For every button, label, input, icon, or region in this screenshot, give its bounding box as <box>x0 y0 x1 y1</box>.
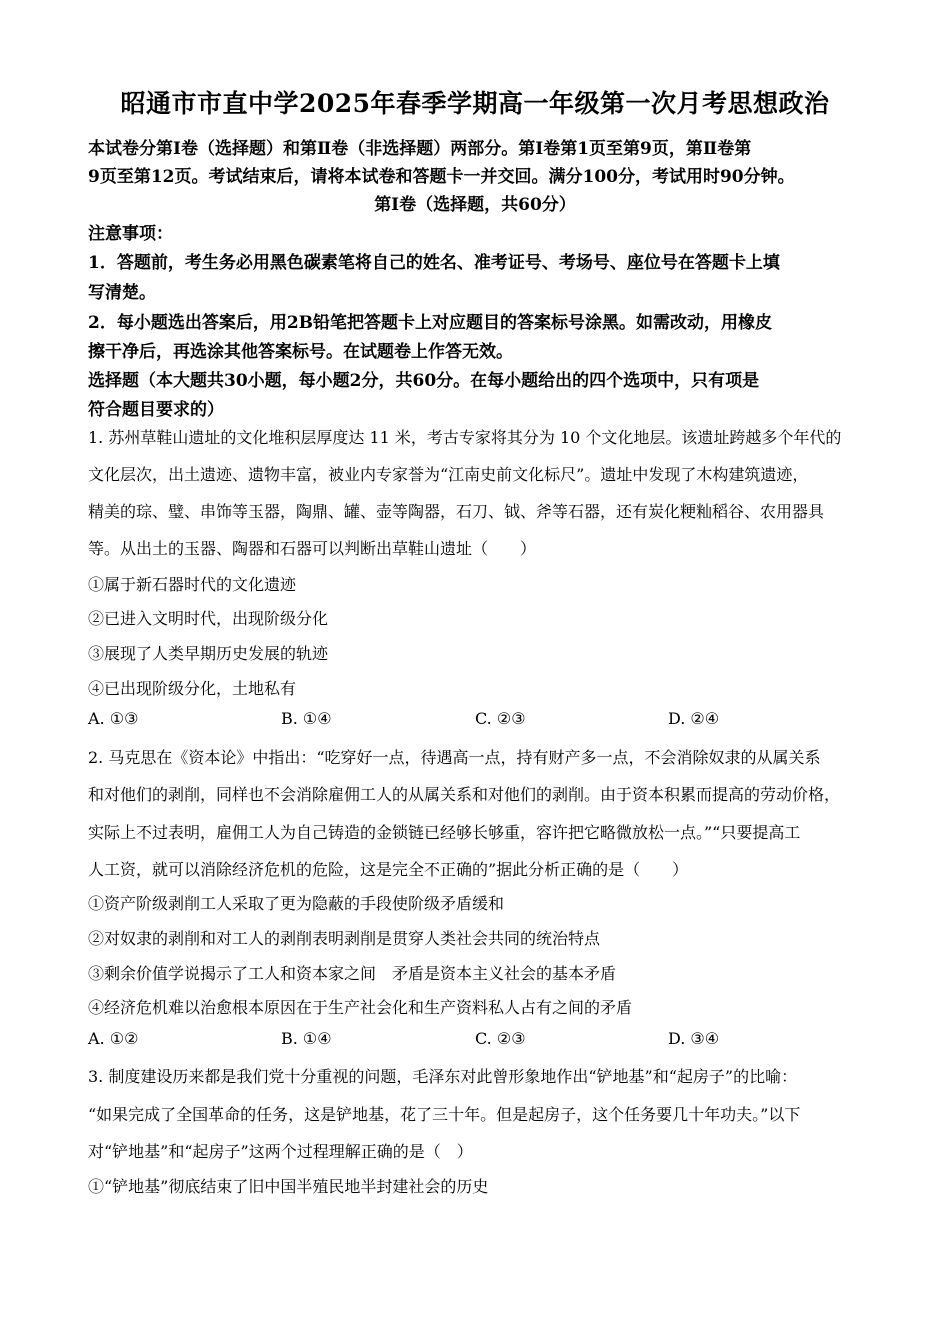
question-2-option-a: A. ①② <box>88 1029 139 1048</box>
question-1-option-b: B. ①④ <box>281 709 332 728</box>
notice-heading: 注意事项： <box>88 224 173 244</box>
question-1-item: ①属于新石器时代的文化遗迹 <box>88 575 297 594</box>
question-2-item: ②对奴隶的剥削和对工人的剥削表明剥削是贯穿人类社会共同的统治特点 <box>88 929 601 948</box>
question-2-stem: 实际上不过表明，雇佣工人为自己铸造的金锁链已经够长够重，容许把它略微放松一点。”“只要提高工 <box>88 823 801 842</box>
mcq-instruction: 符合题目要求的） <box>88 400 224 420</box>
question-1-option-a: A. ①③ <box>88 709 139 728</box>
intro-line: 9页至第12页。考试结束后，请将本试卷和答题卡一并交回。满分100分，考试用时90分钟。 <box>88 167 795 187</box>
question-2-stem: 人工资，就可以消除经济危机的危险，这是完全不正确的”据此分析正确的是（ ） <box>88 860 689 879</box>
question-1-option-c: C. ②③ <box>475 709 526 728</box>
question-2-option-b: B. ①④ <box>281 1029 332 1048</box>
notice-line: 擦干净后，再选涂其他答案标号。在试题卷上作答无效。 <box>88 342 513 362</box>
question-3-stem: 对“铲地基”和“起房子”这两个过程理解正确的是（ ） <box>88 1142 473 1161</box>
question-1-stem: 1. 苏州草鞋山遗址的文化堆积层厚度达 11 米，考古专家将其分为 10 个文化地层。该遗址跨越多个年代的 <box>88 428 842 447</box>
question-1-stem: 精美的琮、璧、串饰等玉器，陶鼎、罐、壶等陶器，石刀、钺、斧等石器，还有炭化粳籼稻谷、农用器具 <box>88 502 825 521</box>
question-2-item: ④经济危机难以治愈根本原因在于生产社会化和生产资料私人占有之间的矛盾 <box>88 998 633 1017</box>
mcq-instruction: 选择题（本大题共30小题，每小题2分，共60分。在每小题给出的四个选项中，只有项是 <box>88 371 760 391</box>
section-heading: 第Ⅰ卷（选择题，共60分） <box>374 195 576 215</box>
question-1-item: ④已出现阶级分化，土地私有 <box>88 679 297 698</box>
question-2-stem: 2. 马克思在《资本论》中指出：“吃穿好一点，待遇高一点，持有财产多一点，不会消除奴隶的从属关系 <box>88 748 821 767</box>
question-3-item: ①“铲地基”彻底结束了旧中国半殖民地半封建社会的历史 <box>88 1177 489 1196</box>
question-2-option-c: C. ②③ <box>475 1029 526 1048</box>
question-2-option-d: D. ③④ <box>668 1029 720 1048</box>
notice-line: 2．每小题选出答案后，用2B铅笔把答题卡上对应题目的答案标号涂黑。如需改动，用橡皮 <box>88 313 773 333</box>
question-2-stem: 和对他们的剥削，同样也不会消除雇佣工人的从属关系和对他们的剥削。由于资本积累而提高的劳动价格， <box>88 785 841 804</box>
question-1-item: ③展现了人类早期历史发展的轨迹 <box>88 644 329 663</box>
question-1-stem: 等。从出土的玉器、陶器和石器可以判断出草鞋山遗址（ ） <box>88 539 537 558</box>
question-1-item: ②已进入文明时代，出现阶级分化 <box>88 609 329 628</box>
question-3-stem: 3. 制度建设历来都是我们党十分重视的问题，毛泽东对此曾形象地作出“铲地基”和“起房子”的比喻： <box>88 1067 798 1086</box>
question-2-item: ③剩余价值学说揭示了工人和资本家之间 矛盾是资本主义社会的基本矛盾 <box>88 964 617 983</box>
question-3-stem: “如果完成了全国革命的任务，这是铲地基，花了三十年。但是起房子，这个任务要几十年功夫。”以下 <box>88 1105 801 1124</box>
question-2-item: ①资产阶级剥削工人采取了更为隐蔽的手段使阶级矛盾缓和 <box>88 894 505 913</box>
intro-line: 本试卷分第Ⅰ卷（选择题）和第Ⅱ卷（非选择题）两部分。第Ⅰ卷第1页至第9页，第Ⅱ卷第 <box>88 139 752 159</box>
question-1-stem: 文化层次，出土遗迹、遗物丰富，被业内专家誉为“江南史前文化标尺”。遗址中发现了木构建筑遗迹， <box>88 465 809 484</box>
notice-line: 写清楚。 <box>88 283 156 303</box>
notice-line: 1．答题前，考生务必用黑色碳素笔将自己的姓名、准考证号、考场号、座位号在答题卡上填 <box>88 253 780 273</box>
page-title: 昭通市市直中学2025年春季学期高一年级第一次月考思想政治 <box>120 89 830 118</box>
question-1-option-d: D. ②④ <box>668 709 720 728</box>
